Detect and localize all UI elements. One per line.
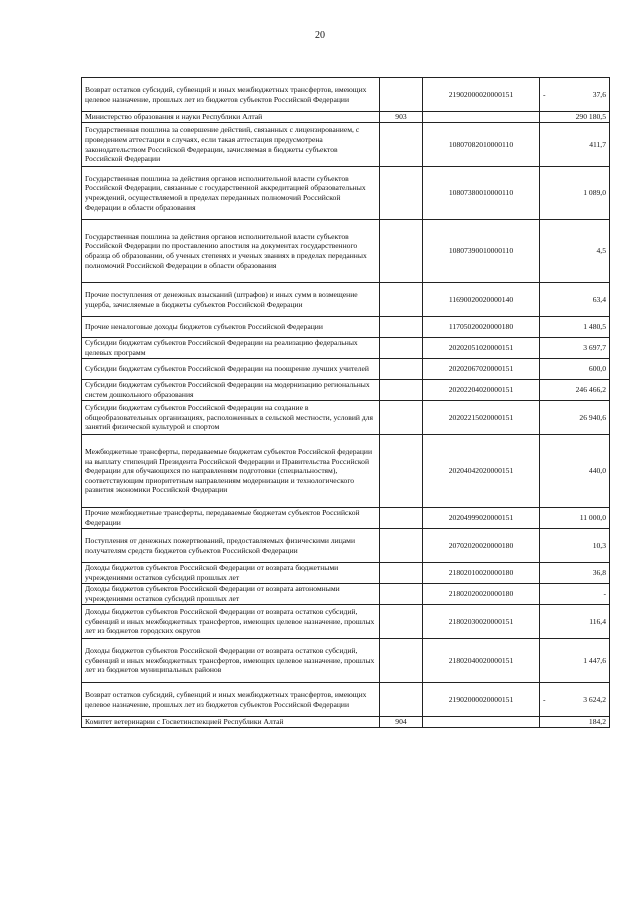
- amount-value: 246 466,2: [575, 385, 606, 395]
- budget-classification-code-cell: 21802010020000180: [423, 563, 540, 584]
- table-row: [82, 683, 610, 717]
- amount-cell: [540, 123, 610, 167]
- administrator-code-cell: [380, 220, 423, 283]
- revenue-name-cell: Доходы бюджетов субъектов Российской Федерации от возврата остатков субсидий, субвенций и иных межбюджетных трансфертов, имеющих целевое назначение, прошлых лет из бюджетов городских округов: [82, 605, 380, 639]
- table-row: [82, 338, 610, 359]
- page-number: 20: [315, 30, 325, 41]
- budget-classification-code-cell: 20702020020000180: [423, 529, 540, 563]
- budget-classification-code-cell: 20202067020000151: [423, 359, 540, 380]
- table-row: [82, 529, 610, 563]
- amount-value: 440,0: [588, 466, 606, 476]
- administrator-code-cell: [380, 283, 423, 317]
- administrator-code-cell: [380, 508, 423, 529]
- administrator-code-cell: [380, 167, 423, 220]
- amount-value: -: [603, 589, 606, 599]
- administrator-code-cell: [380, 563, 423, 584]
- amount-value: 116,4: [589, 616, 606, 626]
- amount-value: 63,4: [592, 294, 606, 304]
- budget-classification-code-cell: 20202204020000151: [423, 380, 540, 401]
- amount-value: 37,6: [592, 89, 606, 99]
- budget-classification-code-cell: 10807390010000110: [423, 220, 540, 283]
- revenue-name-cell: Доходы бюджетов субъектов Российской Федерации от возврата остатков субсидий, субвенций и иных межбюджетных трансфертов, имеющих целевое назначение, прошлых лет из бюджетов муниципальных районов: [82, 639, 380, 683]
- administrator-code-cell: [380, 639, 423, 683]
- amount-cell: [540, 529, 610, 563]
- revenue-name-cell: Субсидии бюджетам субъектов Российской Федерации на реализацию федеральных целевых программ: [82, 338, 380, 359]
- amount-value: 1 447,6: [583, 655, 606, 665]
- budget-classification-code-cell: 10807380010000110: [423, 167, 540, 220]
- administrator-code-cell: [380, 584, 423, 605]
- amount-cell: [540, 563, 610, 584]
- budget-classification-code-cell: 21902000020000151: [423, 78, 540, 112]
- table-row: [82, 508, 610, 529]
- amount-value: 290 180,5: [575, 112, 606, 122]
- revenue-name-cell: Субсидии бюджетам субъектов Российской Федерации на создание в общеобразовательных организациях, расположенных в сельской местности, условий для занятий физической культурой и спортом: [82, 401, 380, 435]
- budget-classification-code-cell: 11690020020000140: [423, 283, 540, 317]
- table-row: [82, 584, 610, 605]
- amount-cell: [540, 359, 610, 380]
- administrator-code-cell: [380, 317, 423, 338]
- budget-classification-code-cell: 20204999020000151: [423, 508, 540, 529]
- amount-value: 3 697,7: [583, 343, 606, 353]
- revenue-name-cell: Прочие неналоговые доходы бюджетов субъектов Российской Федерации: [82, 317, 380, 338]
- administrator-code-cell: [380, 683, 423, 717]
- amount-value: 11 000,0: [579, 513, 606, 523]
- budget-classification-code-cell: 20202215020000151: [423, 401, 540, 435]
- revenue-name-cell: Возврат остатков субсидий, субвенций и иных межбюджетных трансфертов, имеющих целевое назначение, прошлых лет из бюджетов субъектов Российской Федерации: [82, 683, 380, 717]
- amount-cell: [540, 167, 610, 220]
- table-row: [82, 283, 610, 317]
- revenue-name-cell: Государственная пошлина за совершение действий, связанных с лицензированием, с проведением аттестации в случаях, если такая аттестация предусмотрена законодательством Российской Федерации, зачисляемая в бюджеты субъектов Российской Федерации: [82, 123, 380, 167]
- revenue-table: [81, 77, 610, 728]
- table-row: [82, 717, 610, 728]
- table-row: [82, 317, 610, 338]
- budget-classification-code-cell: 20204042020000151: [423, 435, 540, 508]
- budget-classification-code-cell: 11705020020000180: [423, 317, 540, 338]
- table-row: [82, 167, 610, 220]
- revenue-table-body: [82, 78, 610, 728]
- budget-classification-code-cell: 21802020020000180: [423, 584, 540, 605]
- table-row: [82, 435, 610, 508]
- table-row: [82, 401, 610, 435]
- amount-sign: -: [543, 694, 546, 704]
- administrator-code-cell: [380, 380, 423, 401]
- amount-cell: [540, 78, 610, 112]
- administrator-code-cell: [380, 78, 423, 112]
- amount-cell: [540, 717, 610, 728]
- amount-cell: [540, 380, 610, 401]
- revenue-name-cell: Субсидии бюджетам субъектов Российской Федерации на поощрение лучших учителей: [82, 359, 380, 380]
- amount-cell: [540, 283, 610, 317]
- revenue-name-cell: Поступления от денежных пожертвований, предоставляемых физическими лицами получателям средств бюджетов субъектов Российской Федерации: [82, 529, 380, 563]
- budget-classification-code-cell: 20202051020000151: [423, 338, 540, 359]
- amount-cell: [540, 683, 610, 717]
- amount-sign: -: [543, 89, 546, 99]
- revenue-name-cell: Доходы бюджетов субъектов Российской Федерации от возврата бюджетными учреждениями остатков субсидий прошлых лет: [82, 563, 380, 584]
- amount-cell: [540, 435, 610, 508]
- amount-value: 26 940,6: [579, 412, 606, 422]
- budget-classification-code-cell: 10807082010000110: [423, 123, 540, 167]
- budget-classification-code-cell: [423, 717, 540, 728]
- amount-value: 3 624,2: [583, 694, 606, 704]
- budget-classification-code-cell: 21902000020000151: [423, 683, 540, 717]
- revenue-name-cell: Министерство образования и науки Республики Алтай: [82, 112, 380, 123]
- table-row: [82, 220, 610, 283]
- amount-value: 1 480,5: [583, 322, 606, 332]
- budget-classification-code-cell: 21802030020000151: [423, 605, 540, 639]
- amount-value: 184,2: [588, 717, 606, 727]
- administrator-code-cell: [380, 123, 423, 167]
- revenue-name-cell: Прочие поступления от денежных взысканий (штрафов) и иных сумм в возмещение ущерба, зачисляемые в бюджеты субъектов Российской Федерации: [82, 283, 380, 317]
- table-row: [82, 639, 610, 683]
- administrator-code-cell: [380, 435, 423, 508]
- revenue-name-cell: Субсидии бюджетам субъектов Российской Федерации на модернизацию региональных систем дошкольного образования: [82, 380, 380, 401]
- revenue-name-cell: Доходы бюджетов субъектов Российской Федерации от возврата автономными учреждениями остатков субсидий прошлых лет: [82, 584, 380, 605]
- administrator-code-cell: [380, 529, 423, 563]
- amount-cell: [540, 605, 610, 639]
- table-row: [82, 605, 610, 639]
- table-row: [82, 563, 610, 584]
- administrator-code-cell: [380, 359, 423, 380]
- table-row: [82, 380, 610, 401]
- amount-cell: [540, 639, 610, 683]
- amount-cell: [540, 220, 610, 283]
- revenue-name-cell: Возврат остатков субсидий, субвенций и иных межбюджетных трансфертов, имеющих целевое назначение, прошлых лет из бюджетов субъектов Российской Федерации: [82, 78, 380, 112]
- amount-cell: [540, 317, 610, 338]
- administrator-code-cell: 903: [380, 112, 423, 123]
- revenue-name-cell: Прочие межбюджетные трансферты, передаваемые бюджетам субъектов Российской Федерации: [82, 508, 380, 529]
- revenue-name-cell: Государственная пошлина за действия органов исполнительной власти субъектов Российской Федерации, связанные с государственной аккредитацией образовательных учреждений, осуществляемой в пределах переданных полномочий Российской Федерации в области образования: [82, 167, 380, 220]
- revenue-name-cell: Комитет ветеринарии с Госветинспекцией Республики Алтай: [82, 717, 380, 728]
- amount-cell: [540, 338, 610, 359]
- table-row: [82, 359, 610, 380]
- amount-value: 600,0: [588, 364, 606, 374]
- amount-value: 1 089,0: [583, 188, 606, 198]
- table-row: [82, 123, 610, 167]
- amount-cell: [540, 112, 610, 123]
- administrator-code-cell: [380, 401, 423, 435]
- revenue-name-cell: Государственная пошлина за действия органов исполнительной власти субъектов Российской Федерации по проставлению апостиля на документах государственного образца об образовании, об ученых степенях и ученых званиях в пределах переданных полномочий Российской Федерации в области образования: [82, 220, 380, 283]
- amount-value: 10,3: [592, 540, 606, 550]
- table-row: [82, 112, 610, 123]
- administrator-code-cell: [380, 338, 423, 359]
- table-row: [82, 78, 610, 112]
- revenue-name-cell: Межбюджетные трансферты, передаваемые бюджетам субъектов Российской федерации на выплату стипендий Президента Российской Федерации и Правительства Российской Федерации для обучающихся по направлениям подготовки (специальностям), соответствующим приоритетным направлениям модернизации и технологического развития экономики Российской Федерации: [82, 435, 380, 508]
- amount-value: 4,5: [596, 246, 606, 256]
- budget-classification-code-cell: [423, 112, 540, 123]
- budget-classification-code-cell: 21802040020000151: [423, 639, 540, 683]
- amount-value: 411,7: [589, 139, 606, 149]
- amount-cell: [540, 584, 610, 605]
- administrator-code-cell: 904: [380, 717, 423, 728]
- amount-cell: [540, 401, 610, 435]
- amount-value: 36,8: [592, 568, 606, 578]
- amount-cell: [540, 508, 610, 529]
- administrator-code-cell: [380, 605, 423, 639]
